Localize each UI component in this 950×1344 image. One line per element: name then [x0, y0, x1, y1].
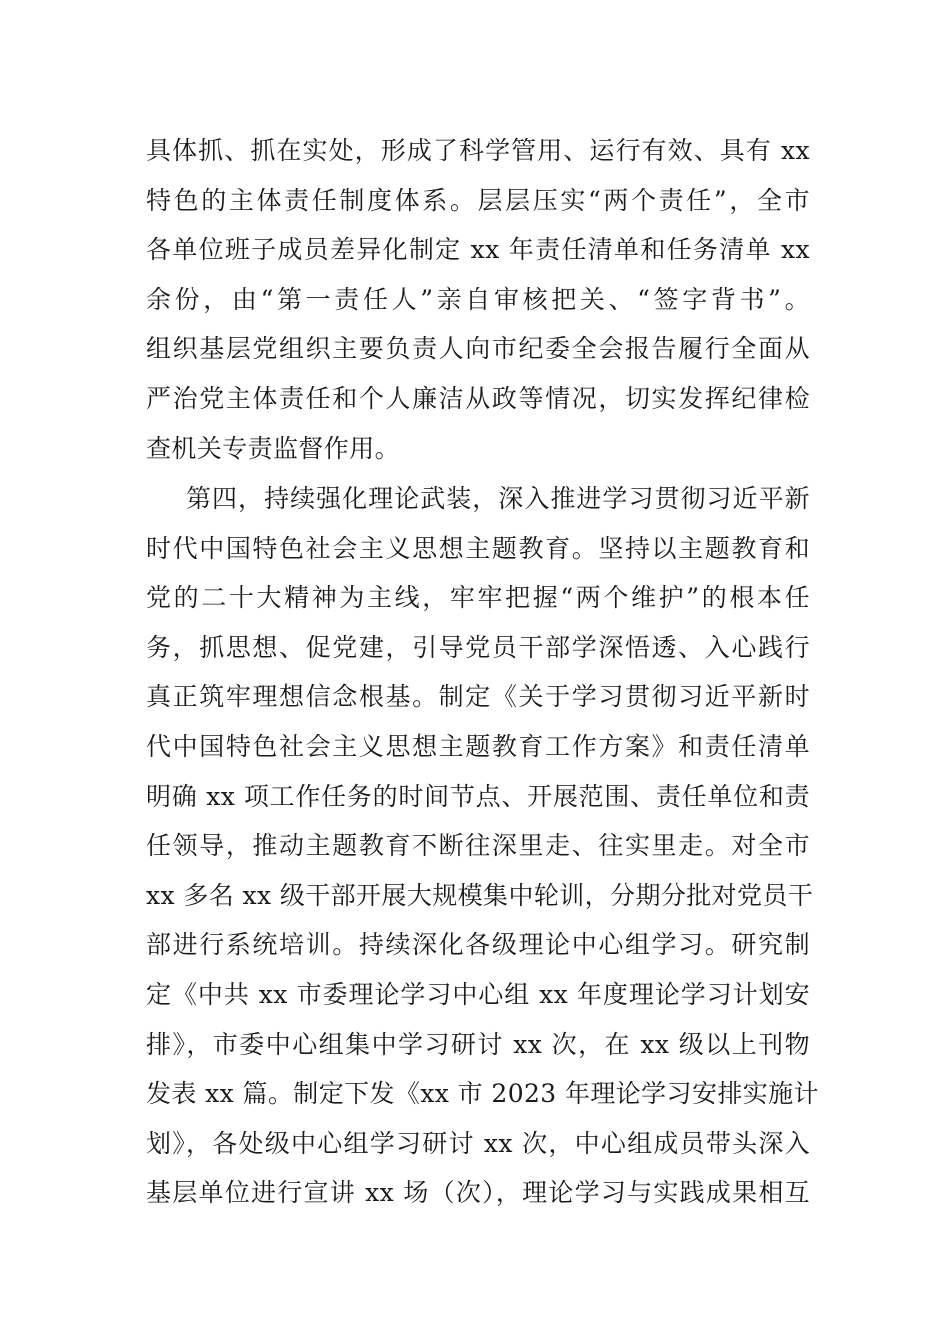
text-line: 基层单位进行宣讲 xx 场（次），理论学习与实践成果相互	[146, 1178, 810, 1208]
text-line: 严治党主体责任和个人廉洁从政等情况，切实发挥纪律检	[146, 383, 810, 413]
text-line: 第四，持续强化理论武装，深入推进学习贯彻习近平新	[186, 484, 810, 513]
text-line: 查机关专责监督作用。	[146, 433, 401, 463]
text-line: 各单位班子成员差异化制定 xx 年责任清单和任务清单 xx	[146, 235, 810, 265]
text-line: 明确 xx 项工作任务的时间节点、开展范围、责任单位和责	[146, 781, 810, 811]
text-line: 特色的主体责任制度体系。层层压实“两个责任”，全市	[146, 185, 810, 215]
text-line: 定《中共 xx 市委理论学习中心组 xx 年度理论学习计划安	[146, 979, 810, 1009]
paragraph-responsibility-system	[146, 126, 810, 473]
text-line: 时代中国特色社会主义思想主题教育。坚持以主题教育和	[146, 533, 810, 563]
text-line: 划》，各处级中心组学习研讨 xx 次，中心组成员带头深入	[146, 1128, 810, 1158]
text-line: 代中国特色社会主义思想主题教育工作方案》和责任清单	[146, 731, 810, 761]
text-line: 排》，市委中心组集中学习研讨 xx 次，在 xx 级以上刊物	[146, 1029, 810, 1059]
text-line: 具体抓、抓在实处，形成了科学管用、运行有效、具有 xx	[146, 136, 810, 165]
text-line: xx 多名 xx 级干部开展大规模集中轮训，分期分批对党员干	[146, 880, 814, 910]
text-line: 组织基层党组织主要负责人向市纪委全会报告履行全面从	[146, 334, 810, 364]
text-line: 余份，由“第一责任人”亲自审核把关、“签字背书”。	[146, 284, 810, 314]
text-line: 部进行系统培训。持续深化各级理论中心组学习。研究制	[146, 930, 810, 960]
text-line: 真正筑牢理想信念根基。制定《关于学习贯彻习近平新时	[146, 682, 810, 712]
text-line: 任领导，推动主题教育不断往深里走、往实里走。对全市	[146, 831, 810, 861]
text-line: 发表 xx 篇。制定下发《xx 市 2023 年理论学习安排实施计	[146, 1079, 819, 1109]
text-line: 务，抓思想、促党建，引导党员干部学深悟透、入心践行	[146, 632, 810, 662]
paragraph-theory-study	[146, 474, 819, 1218]
text-line: 党的二十大精神为主线，牢牢把握“两个维护”的根本任	[146, 583, 810, 613]
